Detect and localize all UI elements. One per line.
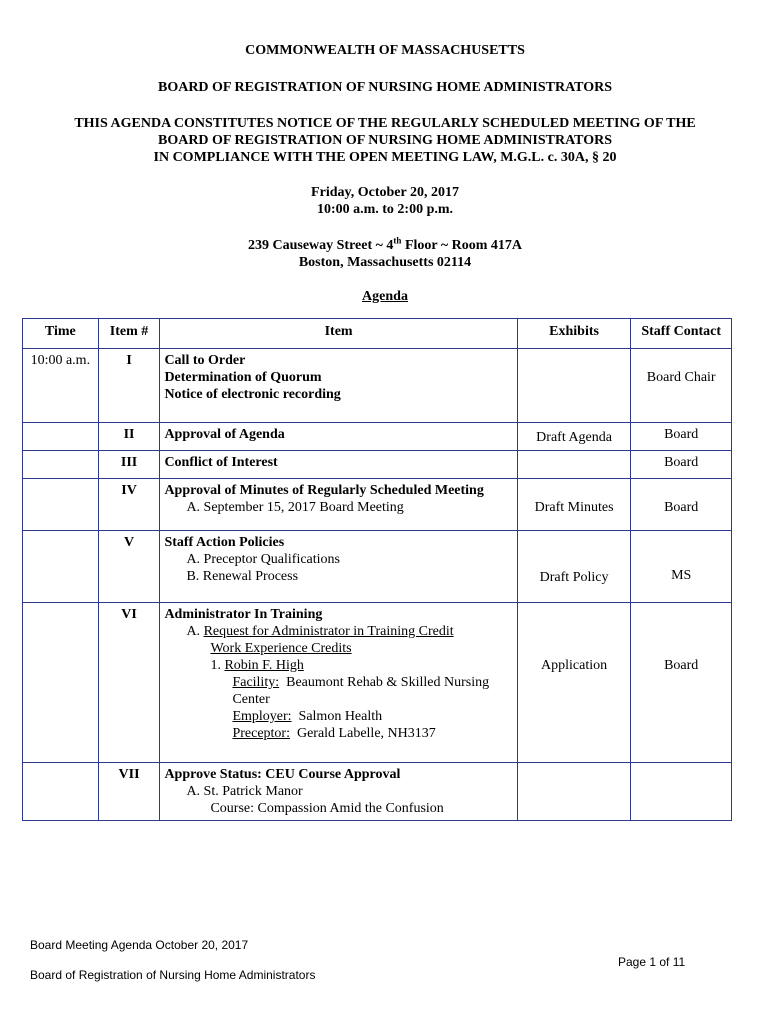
- item-title: Administrator In Training: [164, 607, 323, 622]
- row-exhibit: Draft Minutes: [517, 479, 631, 531]
- row-exhibit: [517, 451, 631, 479]
- row-item-number: VII: [98, 763, 160, 821]
- item-title: Approve Status: CEU Course Approval: [164, 767, 401, 782]
- notice-line-3: IN COMPLIANCE WITH THE OPEN MEETING LAW, M.G.L. c. 30A, § 20: [153, 150, 617, 165]
- row-staff-contact: MS: [631, 531, 732, 603]
- row-staff-contact: Board: [631, 479, 732, 531]
- row-staff-contact: [631, 763, 732, 821]
- meeting-time: 10:00 a.m. to 2:00 p.m.: [316, 202, 454, 217]
- facility-label: Facility:: [232, 675, 280, 690]
- page-number: Page 1 of 11: [618, 955, 686, 969]
- item-subline: [164, 640, 512, 657]
- candidate-name: Robin F. High: [224, 658, 304, 673]
- agenda-table: [22, 318, 732, 821]
- item-subline: B. Renewal Process: [186, 569, 299, 584]
- header-item-number: Item #: [98, 319, 160, 349]
- item-title: Conflict of Interest: [160, 451, 517, 479]
- row-staff-contact: Board: [631, 451, 732, 479]
- row-exhibit: Draft Agenda: [517, 423, 631, 451]
- item-subline: A. September 15, 2017 Board Meeting: [186, 500, 404, 515]
- item-subline: A. St. Patrick Manor: [186, 784, 303, 799]
- facility-line: [164, 674, 512, 691]
- item-title: Staff Action Policies: [164, 535, 285, 550]
- facility-value: Beaumont Rehab & Skilled Nursing: [279, 675, 490, 690]
- meeting-address: [0, 237, 770, 254]
- aitc-credit-request-cont: Work Experience Credits: [210, 641, 352, 656]
- preceptor-label: Preceptor:: [232, 726, 290, 741]
- table-row: [23, 603, 732, 763]
- item-line: Determination of Quorum: [164, 370, 322, 385]
- row-item: [160, 763, 517, 821]
- row-time: 10:00 a.m.: [23, 349, 99, 423]
- header-time: Time: [23, 319, 99, 349]
- item-title: Approval of Minutes of Regularly Scheduled Meeting: [164, 483, 484, 498]
- employer-value: Salmon Health: [291, 709, 383, 724]
- row-item-number: III: [98, 451, 160, 479]
- item-subline: A. Preceptor Qualifications: [186, 552, 340, 567]
- address-street: 239 Causeway Street ~ 4: [247, 238, 394, 253]
- row-item-number: V: [98, 531, 160, 603]
- row-staff-contact: Board Chair: [631, 349, 732, 423]
- board-heading: BOARD OF REGISTRATION OF NURSING HOME ADMINISTRATORS: [157, 80, 613, 95]
- agenda-title-text: Agenda: [362, 289, 408, 304]
- row-item: [160, 349, 517, 423]
- agenda-title: [0, 288, 770, 305]
- header-item: Item: [160, 319, 517, 349]
- address-floor-suffix: th: [393, 235, 402, 246]
- state-heading: COMMONWEALTH OF MASSACHUSETTS: [245, 43, 525, 58]
- row-exhibit: [517, 349, 631, 423]
- footer-board: Board of Registration of Nursing Home Administrators: [30, 968, 316, 982]
- item-line: Notice of electronic recording: [164, 387, 341, 402]
- row-exhibit: Application: [517, 603, 631, 763]
- table-row: [23, 479, 732, 531]
- header-exhibits: Exhibits: [517, 319, 631, 349]
- address-room: Floor ~ Room 417A: [401, 238, 523, 253]
- table-row: [23, 349, 732, 423]
- header-staff-contact: Staff Contact: [631, 319, 732, 349]
- meeting-city: Boston, Massachusetts 02114: [298, 255, 472, 270]
- row-item: [160, 531, 517, 603]
- row-exhibit: [517, 763, 631, 821]
- row-staff-contact: Board: [631, 423, 732, 451]
- preceptor-line: [164, 725, 512, 742]
- facility-line-cont: Center: [232, 692, 270, 707]
- footer-meeting: Board Meeting Agenda October 20, 2017: [30, 938, 249, 952]
- subline-marker: A.: [186, 624, 204, 639]
- notice-line-2: BOARD OF REGISTRATION OF NURSING HOME ADMINISTRATORS: [157, 133, 613, 148]
- row-exhibit: Draft Policy: [517, 531, 631, 603]
- row-item-number: II: [98, 423, 160, 451]
- item-subline: [164, 657, 512, 674]
- meeting-date: Friday, October 20, 2017: [311, 185, 459, 200]
- subline-marker: 1.: [210, 658, 225, 673]
- row-staff-contact: Board: [631, 603, 732, 763]
- preceptor-value: Gerald Labelle, NH3137: [289, 726, 436, 741]
- item-title: Approval of Agenda: [160, 423, 517, 451]
- item-subline: [164, 623, 512, 640]
- table-row: [23, 423, 732, 451]
- notice-line-1: THIS AGENDA CONSTITUTES NOTICE OF THE REGULARLY SCHEDULED MEETING OF THE: [74, 116, 696, 131]
- item-subline: Course: Compassion Amid the Confusion: [210, 801, 444, 816]
- table-row: [23, 763, 732, 821]
- employer-label: Employer:: [232, 709, 292, 724]
- table-header-row: [23, 319, 732, 349]
- table-row: [23, 531, 732, 603]
- employer-line: [164, 708, 512, 725]
- item-title: Call to Order: [164, 353, 246, 368]
- row-item: [160, 603, 517, 763]
- row-item-number: I: [98, 349, 160, 423]
- table-row: [23, 451, 732, 479]
- aitc-credit-request: Request for Administrator in Training Credit: [203, 624, 454, 639]
- row-item: [160, 479, 517, 531]
- row-item-number: VI: [98, 603, 160, 763]
- row-item-number: IV: [98, 479, 160, 531]
